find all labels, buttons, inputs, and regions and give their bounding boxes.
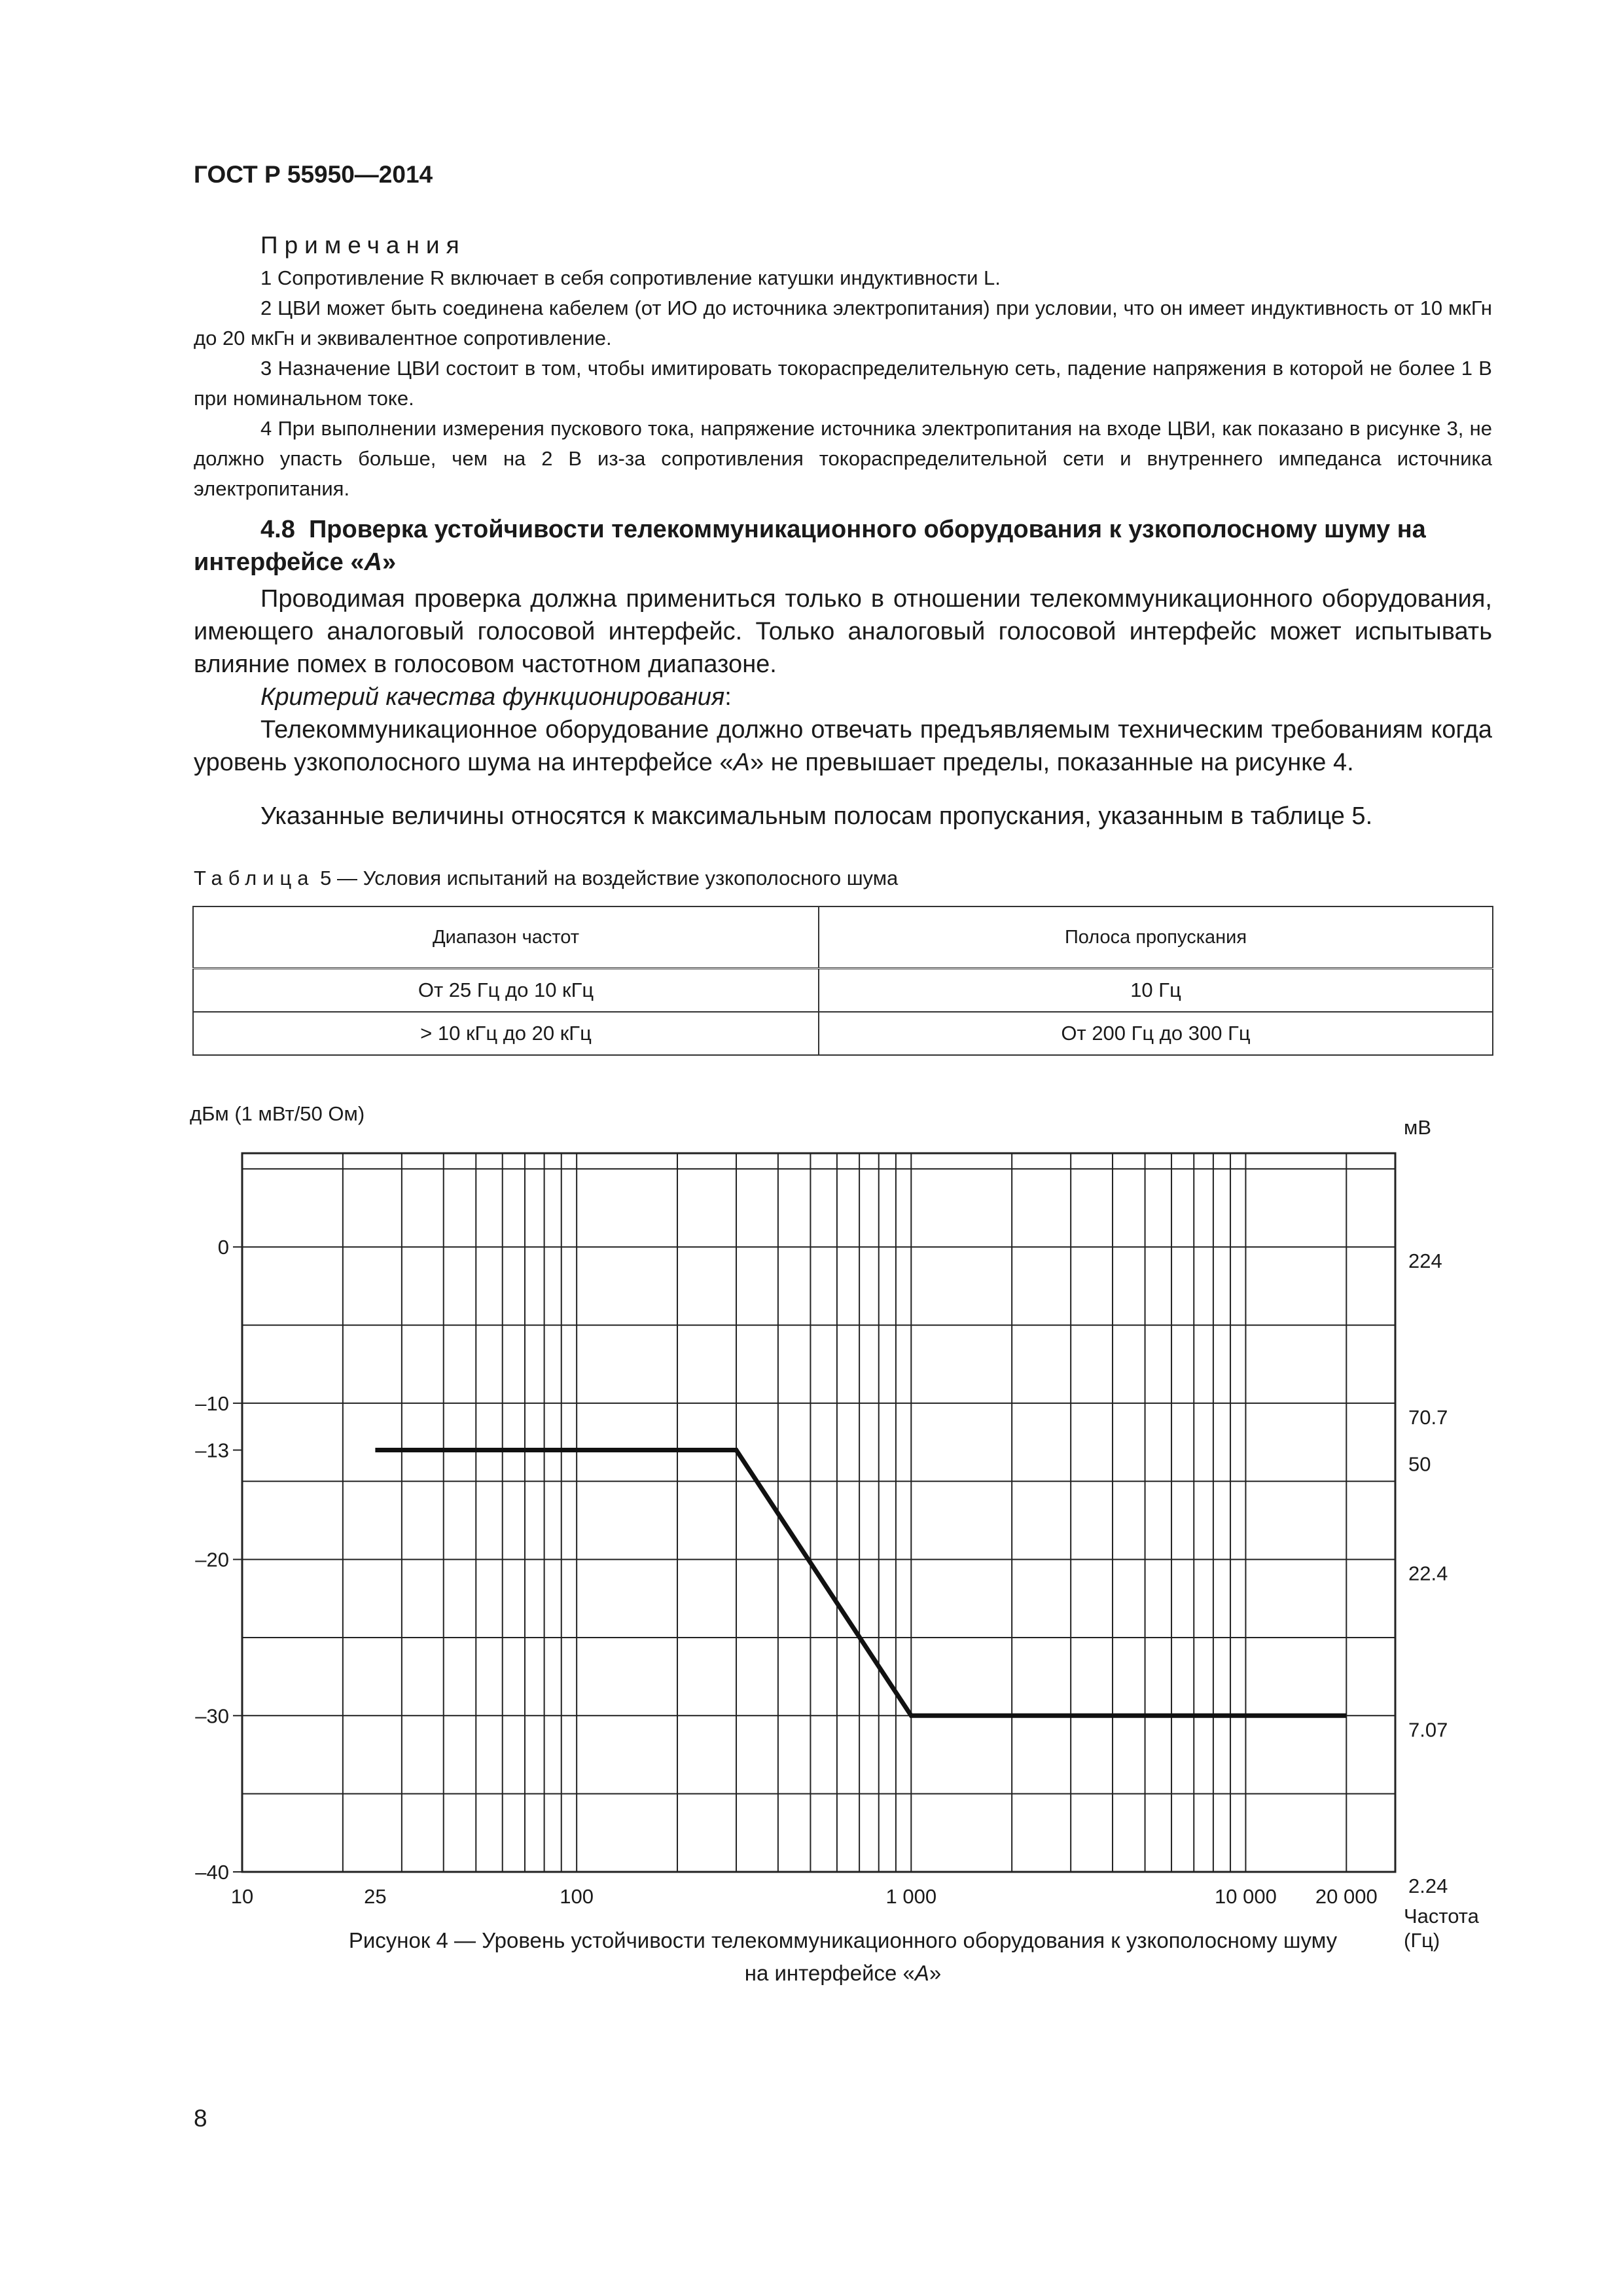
figure-caption: Рисунок 4 — Уровень устойчивости телекоммуникационного оборудования к узкополосному шуму на интерфейсе «А» <box>348 1928 1338 1985</box>
table-cell: 10 Гц <box>819 969 1493 1013</box>
y-tick-label-left: –40 <box>195 1861 229 1884</box>
table-cell: > 10 кГц до 20 кГц <box>193 1012 819 1055</box>
table-caption: Таблица 5 — Условия испытаний на воздействие узкополосного шума <box>194 867 899 889</box>
y-tick-label-left: –13 <box>195 1439 229 1462</box>
table-cell: От 25 Гц до 10 кГц <box>193 969 819 1013</box>
paragraph-3: Указанные величины относятся к максимальным полосам пропускания, указанным в таблице 5. <box>260 802 1373 830</box>
note-2: 2 ЦВИ может быть соединена кабелем (от ИО до источника электропитания) при условии, что он имеет индуктивность от 10 мкГн до 20 мкГн и эквивалентное сопротивление. <box>194 296 1492 350</box>
y-tick-label-right: 22.4 <box>1408 1562 1448 1585</box>
x-tick-label: 10 000 <box>1215 1885 1277 1908</box>
standard-header: ГОСТ Р 55950—2014 <box>194 161 433 188</box>
note-3: 3 Назначение ЦВИ состоит в том, чтобы имитировать токораспределительную сеть, падение напряжения в которой не более 1 В при номинальном токе. <box>194 357 1492 410</box>
x-tick-label: 25 <box>364 1885 387 1908</box>
y-tick-label-left: –30 <box>195 1704 229 1728</box>
note-4: 4 При выполнении измерения пускового тока, напряжение источника электропитания на входе ЦВИ, как показано в рисунке 3, не должно упасть больше, чем на 2 В из-за сопротивления токораспределительной сети и внутреннего импеданса источника электропитания. <box>194 417 1492 500</box>
y-tick-label-right: 50 <box>1408 1452 1431 1476</box>
y-tick-label-right: 7.07 <box>1408 1718 1448 1742</box>
y-tick-label-left: –20 <box>195 1548 229 1571</box>
notes-title: Примечания <box>260 232 466 259</box>
section-title: 4.8 Проверка устойчивости телекоммуникационного оборудования к узкополосному шуму на интерфейсе «А» <box>194 516 1426 576</box>
plot-frame <box>242 1153 1395 1872</box>
x-tick-label: 100 <box>560 1885 594 1908</box>
limit-series-line <box>375 1450 1346 1716</box>
x-axis-label: Частота <box>1404 1905 1479 1928</box>
y-tick-label-right: 70.7 <box>1408 1405 1448 1429</box>
table-cell: От 200 Гц до 300 Гц <box>819 1012 1493 1055</box>
paragraph-2: Телекоммуникационное оборудование должно отвечать предъявляемым техническим требованиям когда уровень узкополосного шума на интерфейсе «А» не превышает пределы, показанные на рисунке 4. <box>194 716 1492 776</box>
page-number: 8 <box>194 2105 207 2132</box>
y-axis-label-left: дБм (1 мВт/50 Ом) <box>190 1102 365 1125</box>
note-1: 1 Сопротивление R включает в себя сопротивление катушки индуктивности L. <box>260 266 1001 289</box>
x-tick-label: 10 <box>230 1885 254 1908</box>
criterion-label: Критерий качества функционирования: <box>260 683 732 711</box>
y-tick-label-right: 2.24 <box>1408 1874 1448 1897</box>
y-tick-label-left: –10 <box>195 1391 229 1415</box>
table-header-cell: Диапазон частот <box>193 906 819 969</box>
table-header-cell: Полоса пропускания <box>819 906 1493 969</box>
x-axis-label-unit: (Гц) <box>1404 1929 1440 1952</box>
y-axis-label-right: мВ <box>1404 1116 1431 1139</box>
paragraph-1: Проводимая проверка должна примениться только в отношении телекоммуникационного оборудования, имеющего аналоговый голосовой интерфейс. Только аналоговый голосовой интерфейс может испытывать влияние помех в голосовом частотном диапазоне. <box>194 585 1492 678</box>
x-tick-label: 20 000 <box>1315 1885 1378 1908</box>
x-tick-label: 1 000 <box>885 1885 937 1908</box>
y-tick-label-right: 224 <box>1408 1249 1442 1273</box>
y-tick-label-left: 0 <box>217 1236 229 1259</box>
